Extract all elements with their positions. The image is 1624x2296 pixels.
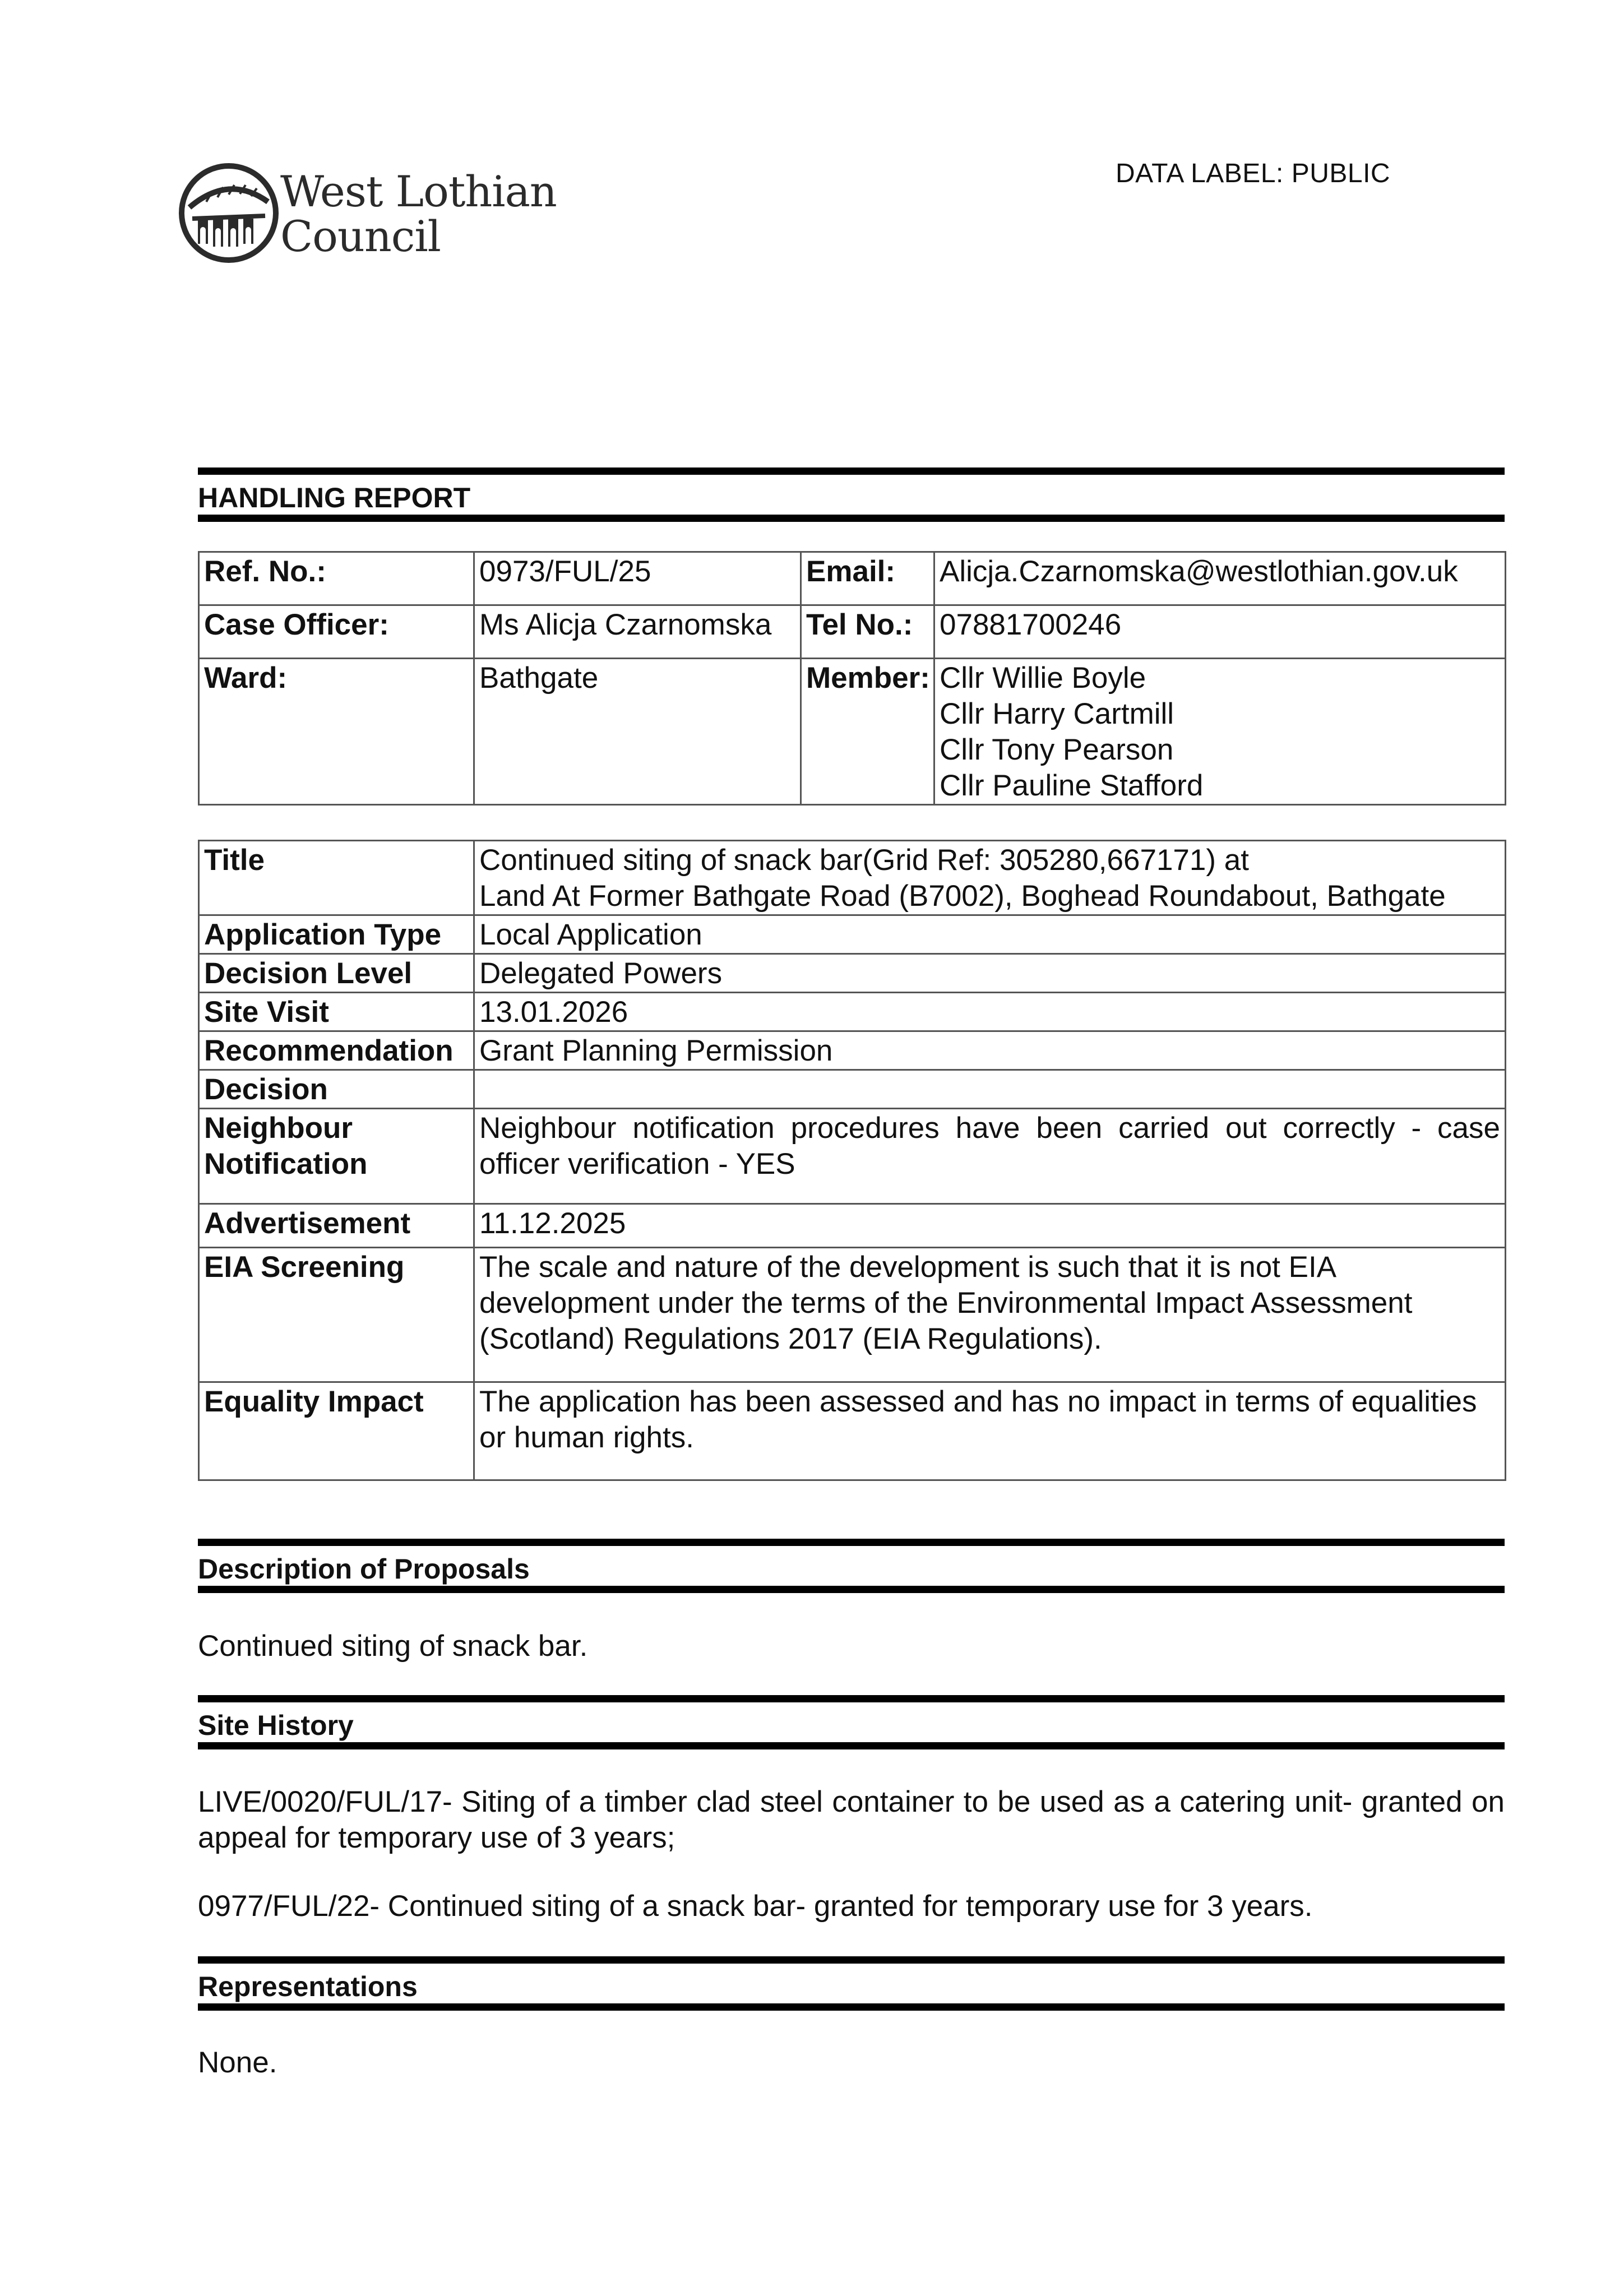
- representations-heading: Representations: [198, 1971, 418, 2002]
- details-table-wrap: [198, 840, 1505, 1481]
- tel-value: 07881700246: [934, 605, 1506, 659]
- recommendation-label: Recommendation: [199, 1031, 474, 1070]
- report-title: HANDLING REPORT: [198, 482, 471, 513]
- member-item: Cllr Tony Pearson: [940, 733, 1174, 766]
- advertisement-value: 11.12.2025: [474, 1204, 1506, 1248]
- decision-level-label: Decision Level: [199, 954, 474, 993]
- equality-impact-label: Equality Impact: [199, 1382, 474, 1480]
- site-history-heading-bar: [198, 1695, 1505, 1749]
- equality-impact-value: The application has been assessed and has no impact in terms of equalities or human rights.: [474, 1382, 1506, 1480]
- decision-label: Decision: [199, 1070, 474, 1109]
- member-list: [934, 659, 1506, 805]
- representations-heading-bar: [198, 1956, 1505, 2011]
- viaduct-emblem-icon: [178, 163, 279, 263]
- report-title-bar: [198, 467, 1505, 522]
- title-line: Land At Former Bathgate Road (B7002), Boghead Roundabout, Bathgate: [479, 879, 1446, 913]
- description-text: Continued siting of snack bar.: [198, 1630, 588, 1663]
- site-visit-label: Site Visit: [199, 993, 474, 1031]
- member-label: Member:: [801, 659, 934, 805]
- neighbour-notification-label: [199, 1109, 474, 1204]
- contact-table: [198, 551, 1506, 806]
- representations-text: None.: [198, 2046, 277, 2079]
- member-item: Cllr Willie Boyle: [940, 661, 1146, 695]
- description-heading-bar: [198, 1539, 1505, 1593]
- title-value: [474, 841, 1506, 915]
- ref-value: 0973/FUL/25: [474, 552, 801, 605]
- recommendation-value: Grant Planning Permission: [474, 1031, 1506, 1070]
- application-type-value: Local Application: [474, 915, 1506, 954]
- title-label: Title: [199, 841, 474, 915]
- email-label: Email:: [801, 552, 934, 605]
- email-value: Alicja.Czarnomska@westlothian.gov.uk: [934, 552, 1506, 605]
- contact-table-wrap: [198, 551, 1505, 806]
- title-line: Continued siting of snack bar(Grid Ref: 305280,667171) at: [479, 844, 1249, 877]
- neighbour-label-line: Neighbour: [204, 1112, 353, 1145]
- eia-line: development under the terms of the Environmental Impact Assessment: [479, 1286, 1413, 1320]
- site-visit-value: 13.01.2026: [474, 993, 1506, 1031]
- neighbour-notification-value: Neighbour notification procedures have been carried out correctly - case officer verification - YES: [474, 1109, 1506, 1204]
- decision-value: [474, 1070, 1506, 1109]
- eia-line: (Scotland) Regulations 2017 (EIA Regulations).: [479, 1322, 1102, 1355]
- logo-line-1: West Lothian: [280, 166, 557, 216]
- decision-level-value: Delegated Powers: [474, 954, 1506, 993]
- eia-line: The scale and nature of the development is such that it is not EIA: [479, 1251, 1337, 1284]
- data-label: DATA LABEL: PUBLIC: [1116, 159, 1391, 188]
- tel-label: Tel No.:: [801, 605, 934, 659]
- advertisement-label: Advertisement: [199, 1204, 474, 1248]
- details-table: [198, 840, 1506, 1481]
- application-type-label: Application Type: [199, 915, 474, 954]
- ward-value: Bathgate: [474, 659, 801, 805]
- council-logo: [178, 163, 559, 269]
- ref-label: Ref. No.:: [199, 552, 474, 605]
- logo-line-2: Council: [280, 211, 441, 261]
- description-heading: Description of Proposals: [198, 1553, 530, 1585]
- eia-screening-value: [474, 1248, 1506, 1382]
- site-history-item: 0977/FUL/22- Continued siting of a snack bar- granted for temporary use for 3 years.: [198, 1890, 1313, 1923]
- site-history-heading: Site History: [198, 1710, 354, 1741]
- member-item: Cllr Harry Cartmill: [940, 697, 1174, 730]
- neighbour-label-line: Notification: [204, 1147, 368, 1181]
- member-item: Cllr Pauline Stafford: [940, 769, 1204, 802]
- site-history-item: LIVE/0020/FUL/17- Siting of a timber clad steel container to be used as a catering unit- granted on appeal for temporary use of 3 years;: [198, 1785, 1505, 1854]
- case-officer-value: Ms Alicja Czarnomska: [474, 605, 801, 659]
- eia-screening-label: EIA Screening: [199, 1248, 474, 1382]
- case-officer-label: Case Officer:: [199, 605, 474, 659]
- ward-label: Ward:: [199, 659, 474, 805]
